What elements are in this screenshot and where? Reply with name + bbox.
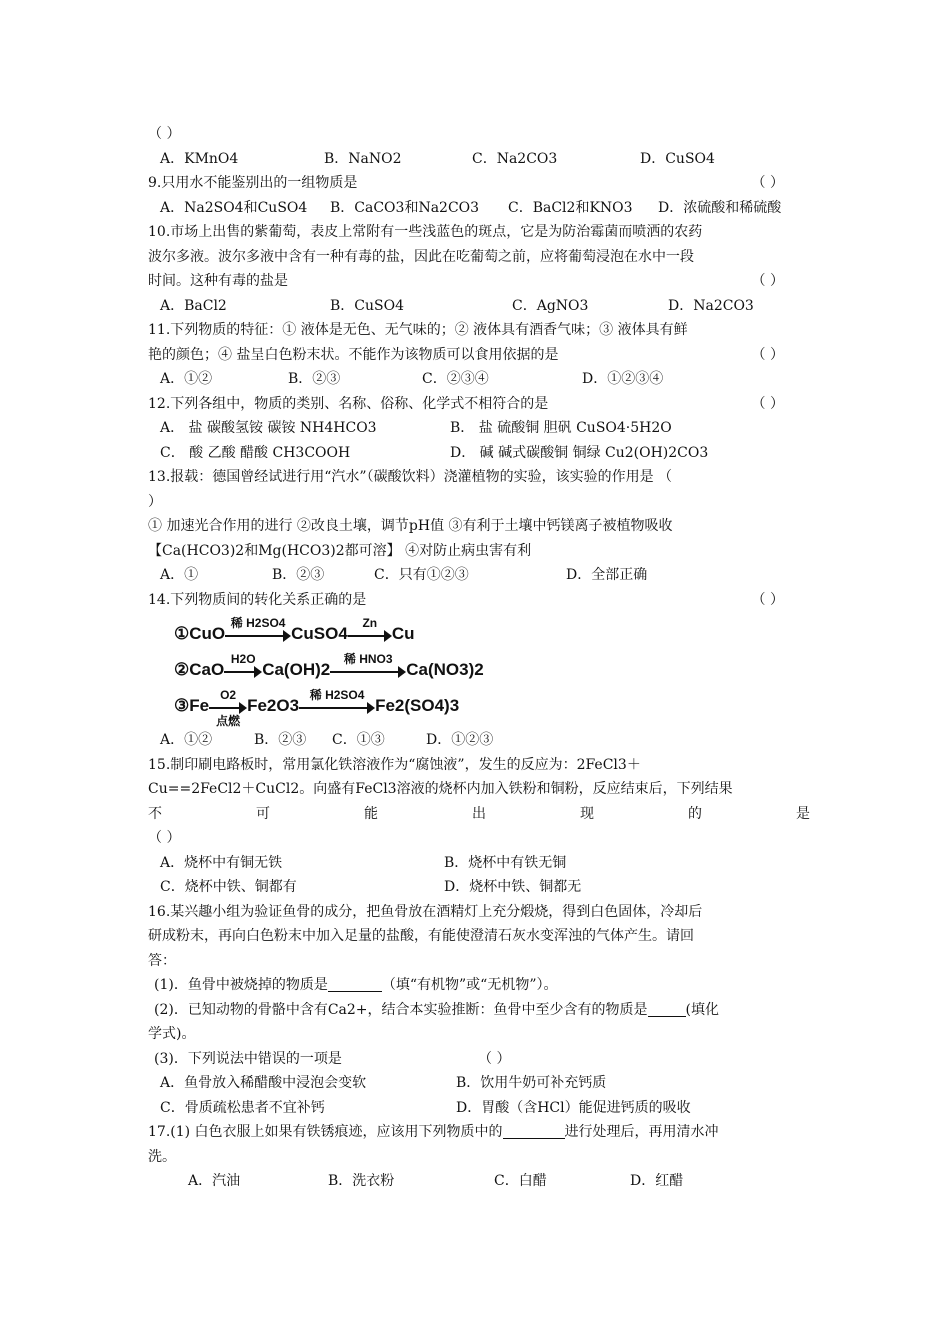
- r3-condition-2: 稀 H2SO4: [309, 687, 365, 702]
- r2-arrow-2: [330, 651, 406, 681]
- q10-line-3: [148, 269, 810, 294]
- q10-option-c: C．AgNO3: [512, 297, 589, 314]
- q8-option-a: A．KMnO4: [160, 150, 239, 167]
- q12-option-a: A． 盐 碳酸氢铵 碳铵 NH4HCO3: [160, 420, 377, 436]
- q16-sub-2-hint: (填化: [685, 1001, 719, 1018]
- q15-option-b: B．烧杯中有铁无铜: [444, 854, 567, 871]
- q12-options-row-1: [148, 416, 810, 441]
- q14-options: [148, 728, 810, 753]
- q16-sub-2-cont: 学式)。: [148, 1026, 196, 1042]
- q14-reaction-2: [174, 651, 484, 683]
- q15-char-1: 不: [148, 805, 162, 822]
- q8-option-c: C．Na2CO3: [472, 150, 558, 167]
- q13-line-2: ）: [148, 493, 162, 510]
- q15-paren: （ ）: [148, 830, 181, 846]
- q16-option-a: A．鱼骨放入稀醋酸中浸泡会变软: [160, 1075, 367, 1091]
- q14-reaction-diagram: [174, 614, 810, 726]
- q10-line-2: 波尔多液。波尔多液中含有一种有毒的盐，因此在吃葡萄之前，应将葡萄浸泡在水中一段: [148, 248, 694, 265]
- q9-options: [148, 196, 810, 221]
- q13-line-3: ① 加速光合作用的进行 ②改良土壤，调节pH值 ③有利于土壤中钙镁离子被植物吸收: [148, 518, 673, 534]
- q9-stem: [148, 171, 810, 196]
- r1-arrow-2: [348, 615, 392, 645]
- q11-text: 艳的颜色；④ 盐呈白色粉末状。不能作为该物质可以食用依据的是: [148, 346, 559, 363]
- q13-option-d: D．全部正确: [566, 567, 648, 583]
- q15-line-2: Cu==2FeCl2＋CuCl2。向盛有FeCl3溶液的烧杯内加入铁粉和铜粉，反应结束后，下列结果: [148, 781, 733, 797]
- q11-line-1: 11.下列物质的特征：① 液体是无色、无气味的；② 液体具有酒香气味；③ 液体具有鲜: [148, 322, 688, 338]
- q13-line-4: 【Ca(HCO3)2和Mg(HCO3)2都可溶】 ④对防止病虫害有利: [148, 542, 532, 559]
- r1-intermediate: CuSO4: [291, 624, 348, 643]
- q12-paren: （ ）: [751, 395, 784, 412]
- q10-paren: （ ）: [751, 273, 784, 289]
- q14-reaction-3: [174, 687, 460, 728]
- q17-option-c: C．白醋: [494, 1173, 547, 1189]
- q10-text: 时间。这种有毒的盐是: [148, 273, 288, 289]
- r3-reactant: ③Fe: [174, 696, 210, 715]
- q11-options: [148, 367, 810, 392]
- r1-condition-2: Zn: [362, 615, 378, 630]
- q11-paren: （ ）: [751, 346, 784, 363]
- q15-char-2: 可: [256, 805, 270, 822]
- q15-option-d: D．烧杯中铁、铜都无: [444, 879, 582, 895]
- r1-reactant: ①CuO: [174, 624, 226, 643]
- q15-char-3: 能: [364, 805, 378, 822]
- r1-arrow-1: [225, 615, 291, 645]
- q12-option-b: B． 盐 硫酸铜 胆矾 CuSO4·5H2O: [450, 420, 672, 436]
- q11-option-d: D．①②③④: [582, 371, 664, 387]
- q15-char-6: 的: [688, 805, 702, 822]
- q9-option-a: A．Na2SO4和CuSO4: [160, 199, 308, 216]
- q16-line-3: 答：: [148, 952, 176, 969]
- q11-option-c: C．②③④: [422, 371, 489, 387]
- r3-product: Fe2(SO4)3: [375, 696, 460, 715]
- q9-text: 9.只用水不能鉴别出的一组物质是: [148, 175, 358, 191]
- q11-option-a: A．①②: [160, 371, 213, 387]
- q17-option-b: B．洗衣粉: [328, 1173, 395, 1189]
- q8-paren: （ ）: [148, 126, 181, 142]
- q12-option-c: C． 酸 乙酸 醋酸 CH3COOH: [160, 444, 351, 461]
- q11-option-b: B．②③: [288, 371, 341, 387]
- r1-product: Cu: [391, 624, 415, 643]
- q16-sub-1-text: (1)．鱼骨中被烧掉的物质是: [154, 977, 328, 993]
- q16-blank-1[interactable]: [328, 975, 382, 992]
- q17-option-d: D．红醋: [630, 1173, 684, 1189]
- q15-option-c: C．烧杯中铁、铜都有: [160, 879, 297, 895]
- q16-sub-1: [148, 973, 810, 998]
- q12-stem: [148, 392, 810, 417]
- q17-line-1: [148, 1120, 810, 1145]
- q9-paren: （ ）: [751, 175, 784, 191]
- r2-product: Ca(NO3)2: [406, 660, 484, 679]
- q16-blank-2[interactable]: [648, 1000, 686, 1017]
- q15-options-row-1: [148, 851, 810, 876]
- q14-paren: （ ）: [751, 591, 784, 608]
- q14-reaction-1: [174, 615, 415, 647]
- r3-arrow-2: [299, 687, 375, 717]
- r2-arrow-1: [224, 651, 262, 681]
- q8-options: [148, 147, 810, 172]
- q13-line-1: 13.报载：德国曾经试进行用“汽水”（碳酸饮料）浇灌植物的实验，该实验的作用是 （: [148, 469, 673, 485]
- q9-option-d: D．浓硫酸和稀硫酸: [658, 199, 782, 216]
- q10-option-a: A．BaCl2: [160, 297, 227, 314]
- r3-arrow-1: [209, 687, 247, 728]
- r2-condition-1: H2O: [230, 651, 256, 666]
- q10-option-d: D．Na2CO3: [668, 297, 754, 314]
- q15-options-row-2: [148, 875, 810, 900]
- q16-line-2: 研成粉末，再向白色粉末中加入足量的盐酸，有能使澄清石灰水变浑浊的气体产生。请回: [148, 928, 694, 944]
- r1-condition-1: 稀 H2SO4: [230, 615, 286, 630]
- q16-options-row-1: [148, 1071, 810, 1096]
- q15-char-5: 现: [580, 805, 594, 822]
- q13-options: [148, 563, 810, 588]
- q10-line-1: 10.市场上出售的紫葡萄，表皮上常附有一些浅蓝色的斑点，它是为防治霉菌而喷洒的农药: [148, 224, 703, 240]
- q16-sub-3-text: (3)．下列说法中错误的一项是: [154, 1050, 342, 1067]
- q16-sub-2: [148, 998, 810, 1023]
- q16-option-c: C．骨质疏松患者不宜补钙: [160, 1099, 325, 1116]
- r3-condition-1: O2: [220, 687, 237, 702]
- q16-sub-1-hint: （填“有机物”或“无机物”）。: [381, 977, 558, 993]
- q16-option-d: D．胃酸（含HCl）能促进钙质的吸收: [456, 1099, 691, 1116]
- q8-paren-line: [148, 122, 810, 147]
- r3-intermediate: Fe2O3: [247, 696, 300, 715]
- q15-char-4: 出: [472, 805, 486, 822]
- q16-line-1: 16.某兴趣小组为验证鱼骨的成分，把鱼骨放在酒精灯上充分煅烧，得到白色固体，冷却后: [148, 903, 703, 920]
- q8-option-d: D．CuSO4: [640, 150, 715, 167]
- q14-option-c: C．①③: [332, 732, 385, 748]
- q8-option-b: B．NaNO2: [324, 150, 402, 167]
- q16-sub-3-paren: （ ）: [478, 1050, 511, 1067]
- q13-option-a: A．①: [160, 567, 199, 583]
- q16-sub-2-text: (2)．已知动物的骨骼中含有Ca2+，结合本实验推断：鱼骨中至少含有的物质是: [154, 1001, 648, 1018]
- q15-line-3: [148, 802, 810, 827]
- q14-text: 14.下列物质间的转化关系正确的是: [148, 591, 367, 608]
- q17-options: [148, 1169, 810, 1194]
- q12-text: 12.下列各组中，物质的类别、名称、俗称、化学式不相符合的是: [148, 395, 549, 412]
- q14-option-b: B．②③: [254, 732, 307, 748]
- q10-option-b: B．CuSO4: [330, 297, 404, 314]
- q14-option-a: A．①②: [160, 732, 213, 748]
- q16-option-b: B．饮用牛奶可补充钙质: [456, 1075, 607, 1091]
- q17-option-a: A．汽油: [188, 1173, 241, 1189]
- q16-options-row-2: [148, 1096, 810, 1121]
- exam-page: [148, 122, 810, 1194]
- q13-option-b: B．②③: [272, 567, 325, 583]
- q12-option-d: D． 碱 碱式碳酸铜 铜绿 Cu2(OH)2CO3: [450, 444, 709, 461]
- q17-blank[interactable]: [503, 1122, 565, 1139]
- q16-sub-3: [148, 1047, 810, 1072]
- q14-stem: [148, 588, 810, 613]
- q17-text-cont: 进行处理后，再用清水冲: [564, 1124, 719, 1140]
- q13-option-c: C．只有①②③: [374, 567, 469, 583]
- q14-option-d: D．①②③: [426, 732, 494, 748]
- q10-options: [148, 294, 810, 319]
- q11-line-2: [148, 343, 810, 368]
- q12-options-row-2: [148, 441, 810, 466]
- q9-option-b: B．CaCO3和Na2CO3: [330, 199, 480, 216]
- q17-text: 17.(1) 白色衣服上如果有铁锈痕迹，应该用下列物质中的: [148, 1124, 503, 1140]
- q15-line-1: 15.制印刷电路板时，常用氯化铁溶液作为“腐蚀液”，发生的反应为：2FeCl3＋: [148, 756, 641, 773]
- q17-line-2: 洗。: [148, 1148, 176, 1165]
- r2-reactant: ②CaO: [174, 660, 225, 679]
- q9-option-c: C．BaCl2和KNO3: [508, 199, 633, 216]
- r2-intermediate: Ca(OH)2: [262, 660, 331, 679]
- q15-option-a: A．烧杯中有铜无铁: [160, 854, 283, 871]
- r3-condition-1b: 点燃: [216, 713, 241, 728]
- r2-condition-2: 稀 HNO3: [343, 651, 393, 666]
- q15-char-7: 是: [796, 805, 810, 822]
